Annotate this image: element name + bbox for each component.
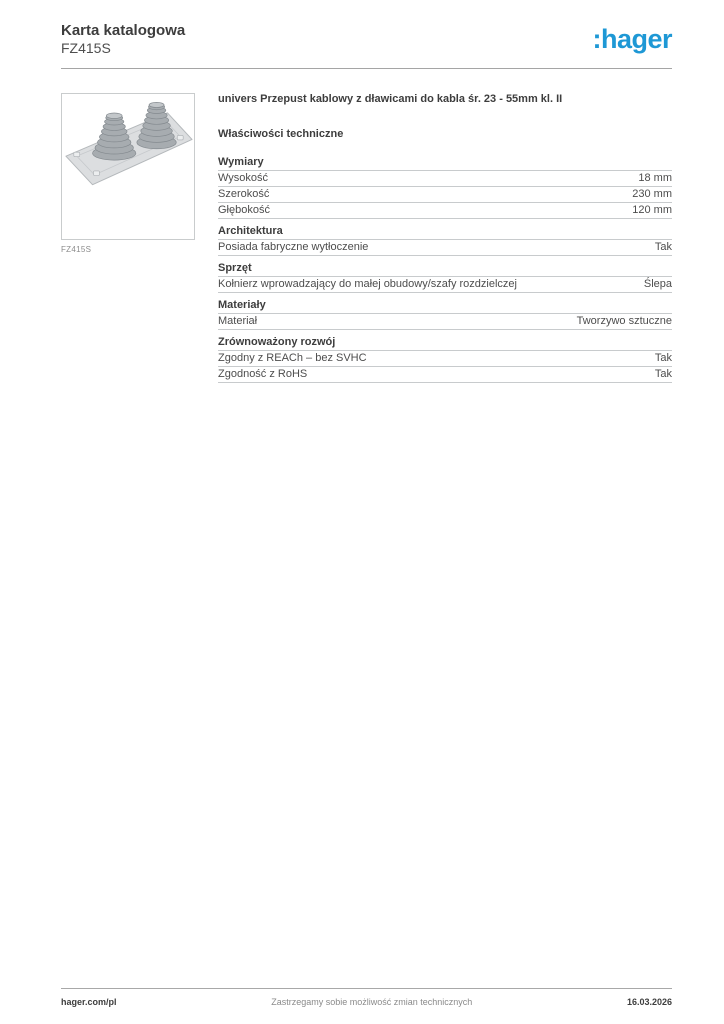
technical-properties-heading: Właściwości techniczne	[218, 128, 344, 140]
spec-row-value: Tak	[654, 368, 672, 380]
spec-section	[218, 336, 672, 383]
spec-row-value: Tworzywo sztuczne	[576, 315, 672, 327]
spec-row-label: Głębokość	[218, 204, 270, 216]
spec-row-label: Materiał	[218, 315, 258, 327]
product-image-column	[61, 93, 195, 254]
spec-section-title: Wymiary	[218, 156, 672, 171]
spec-row	[218, 277, 672, 293]
spec-row	[218, 203, 672, 219]
spec-row-label: Wysokość	[218, 172, 269, 184]
spec-row-value: Tak	[654, 352, 672, 364]
spec-row	[218, 367, 672, 383]
product-image-frame	[61, 93, 195, 240]
spec-row-label: Posiada fabryczne wytłoczenie	[218, 241, 369, 253]
spec-row-label: Szerokość	[218, 188, 270, 200]
spec-section-rows	[218, 277, 672, 293]
cable-gland-product-image	[62, 94, 194, 239]
spec-row-value: 120 mm	[632, 204, 672, 216]
product-image-caption: FZ415S	[61, 245, 92, 254]
spec-row	[218, 171, 672, 187]
spec-section-rows	[218, 240, 672, 256]
spec-section-title: Zrównoważony rozwój	[218, 336, 672, 351]
spec-row-value: 230 mm	[632, 188, 672, 200]
footer-date: 16.03.2026	[626, 997, 672, 1007]
footer-disclaimer: Zastrzegamy sobie możliwość zmian technicznych	[271, 997, 473, 1007]
spec-section-rows	[218, 351, 672, 383]
spec-row	[218, 187, 672, 203]
spec-row	[218, 351, 672, 367]
product-title: univers Przepust kablowy z dławicami do kabla śr. 23 - 55mm kl. II	[218, 93, 563, 105]
spec-section	[218, 156, 672, 219]
header-titles	[61, 22, 185, 57]
spec-row	[218, 314, 672, 330]
product-details	[218, 93, 672, 389]
doc-title: Karta katalogowa	[61, 22, 186, 39]
hager-logo-text: hager	[600, 24, 672, 54]
spec-section-title: Materiały	[218, 299, 672, 314]
page-footer	[61, 988, 672, 1007]
spec-sections	[218, 156, 672, 383]
spec-section-rows	[218, 171, 672, 219]
hager-logo-colon: :	[592, 24, 601, 54]
doc-reference: FZ415S	[61, 40, 111, 56]
spec-section	[218, 262, 672, 293]
spec-section	[218, 299, 672, 330]
footer-website-link[interactable]: hager.com/pl	[61, 997, 117, 1007]
spec-section	[218, 225, 672, 256]
header-divider	[61, 68, 672, 69]
spec-row-label: Zgodny z REACh – bez SVHC	[218, 352, 367, 364]
spec-row	[218, 240, 672, 256]
spec-row-label: Zgodność z RoHS	[218, 368, 308, 380]
spec-row-value: 18 mm	[638, 172, 672, 184]
spec-row-label: Kołnierz wprowadzający do małej obudowy/szafy rozdzielczej	[218, 278, 517, 290]
spec-row-value: Ślepa	[643, 278, 672, 290]
spec-row-value: Tak	[654, 241, 672, 253]
hager-logo	[592, 26, 672, 53]
spec-section-title: Sprzęt	[218, 262, 672, 277]
spec-section-rows	[218, 314, 672, 330]
spec-section-title: Architektura	[218, 225, 672, 240]
